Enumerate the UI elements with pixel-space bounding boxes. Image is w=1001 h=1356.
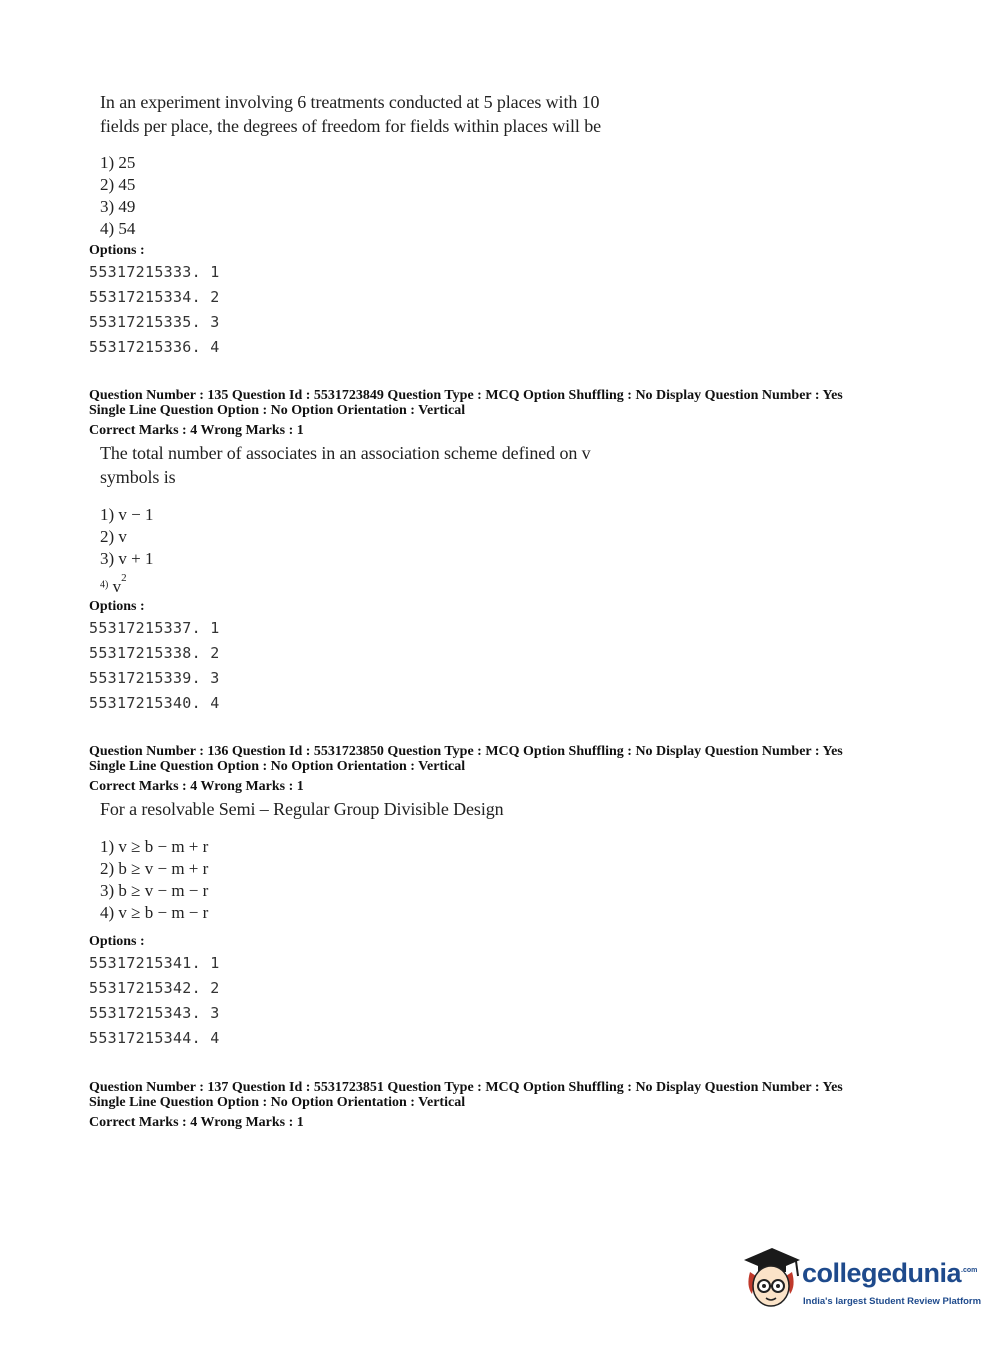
q134-option-4: 55317215336. 4 xyxy=(89,338,220,356)
q134-choice-3: 3) 49 xyxy=(100,197,136,216)
logo-tagline: India's largest Student Review Platform xyxy=(803,1296,982,1307)
q136-marks: Correct Marks : 4 Wrong Marks : 1 xyxy=(89,779,304,794)
q134-option-3: 55317215335. 3 xyxy=(89,313,220,331)
q135-choice-2: 2) v xyxy=(100,527,127,546)
logo-suffix: .com xyxy=(961,1267,978,1274)
q136-option-1: 55317215341. 1 xyxy=(89,954,220,972)
q135-marks: Correct Marks : 4 Wrong Marks : 1 xyxy=(89,423,304,438)
q135-text-line1: The total number of associates in an association scheme defined on v xyxy=(100,443,591,463)
q136-text-line1: For a resolvable Semi – Regular Group Divisible Design xyxy=(100,799,504,819)
q135-choice-3: 3) v + 1 xyxy=(100,549,154,568)
q135-option-4: 55317215340. 4 xyxy=(89,694,220,712)
collegedunia-logo xyxy=(740,1246,982,1316)
q136-option-3: 55317215343. 3 xyxy=(89,1004,220,1022)
q136-meta-line2: Single Line Question Option : No Option Orientation : Vertical xyxy=(89,759,466,774)
q136-options-label: Options : xyxy=(89,934,145,949)
q135-choice-1: 1) v − 1 xyxy=(100,505,154,524)
q136-choice-3: 3) b ≥ v − m − r xyxy=(100,881,209,900)
q134-choice-4: 4) 54 xyxy=(100,219,136,238)
q135-choice-4-number: 4) xyxy=(100,579,109,591)
q134-option-1: 55317215333. 1 xyxy=(89,263,220,281)
q136-choice-4: 4) v ≥ b − m − r xyxy=(100,903,209,922)
q135-options-label: Options : xyxy=(89,599,145,614)
logo-name: collegedunia xyxy=(802,1258,962,1288)
q135-option-1: 55317215337. 1 xyxy=(89,619,220,637)
q136-meta-line1: Question Number : 136 Question Id : 5531723850 Question Type : MCQ Option Shuffling : No Display Question Number : Yes xyxy=(89,744,843,759)
q134-text-line1: In an experiment involving 6 treatments conducted at 5 places with 10 xyxy=(100,92,600,112)
q135-choice-4 xyxy=(100,568,127,596)
q135-choice-4-base: v xyxy=(112,576,122,596)
q134-option-2: 55317215334. 2 xyxy=(89,288,220,306)
q134-options-label: Options : xyxy=(89,243,145,258)
q137-marks: Correct Marks : 4 Wrong Marks : 1 xyxy=(89,1115,304,1130)
logo-wordmark xyxy=(802,1258,977,1289)
q135-meta-line1: Question Number : 135 Question Id : 5531723849 Question Type : MCQ Option Shuffling : No Display Question Number : Yes xyxy=(89,388,843,403)
q136-option-2: 55317215342. 2 xyxy=(89,979,220,997)
q136-choice-2: 2) b ≥ v − m + r xyxy=(100,859,209,878)
q136-option-4: 55317215344. 4 xyxy=(89,1029,220,1047)
q135-text-line2: symbols is xyxy=(100,467,176,487)
q135-option-3: 55317215339. 3 xyxy=(89,669,220,687)
student-face-icon xyxy=(740,1246,802,1316)
q135-meta-line2: Single Line Question Option : No Option Orientation : Vertical xyxy=(89,403,466,418)
q134-text-line2: fields per place, the degrees of freedom for fields within places will be xyxy=(100,116,602,136)
q135-choice-4-exponent: 2 xyxy=(121,572,127,584)
q137-meta-line2: Single Line Question Option : No Option Orientation : Vertical xyxy=(89,1095,466,1110)
q137-meta-line1: Question Number : 137 Question Id : 5531723851 Question Type : MCQ Option Shuffling : No Display Question Number : Yes xyxy=(89,1080,843,1095)
q136-choice-1: 1) v ≥ b − m + r xyxy=(100,837,209,856)
q134-choice-1: 1) 25 xyxy=(100,153,136,172)
q134-choice-2: 2) 45 xyxy=(100,175,136,194)
q135-option-2: 55317215338. 2 xyxy=(89,644,220,662)
